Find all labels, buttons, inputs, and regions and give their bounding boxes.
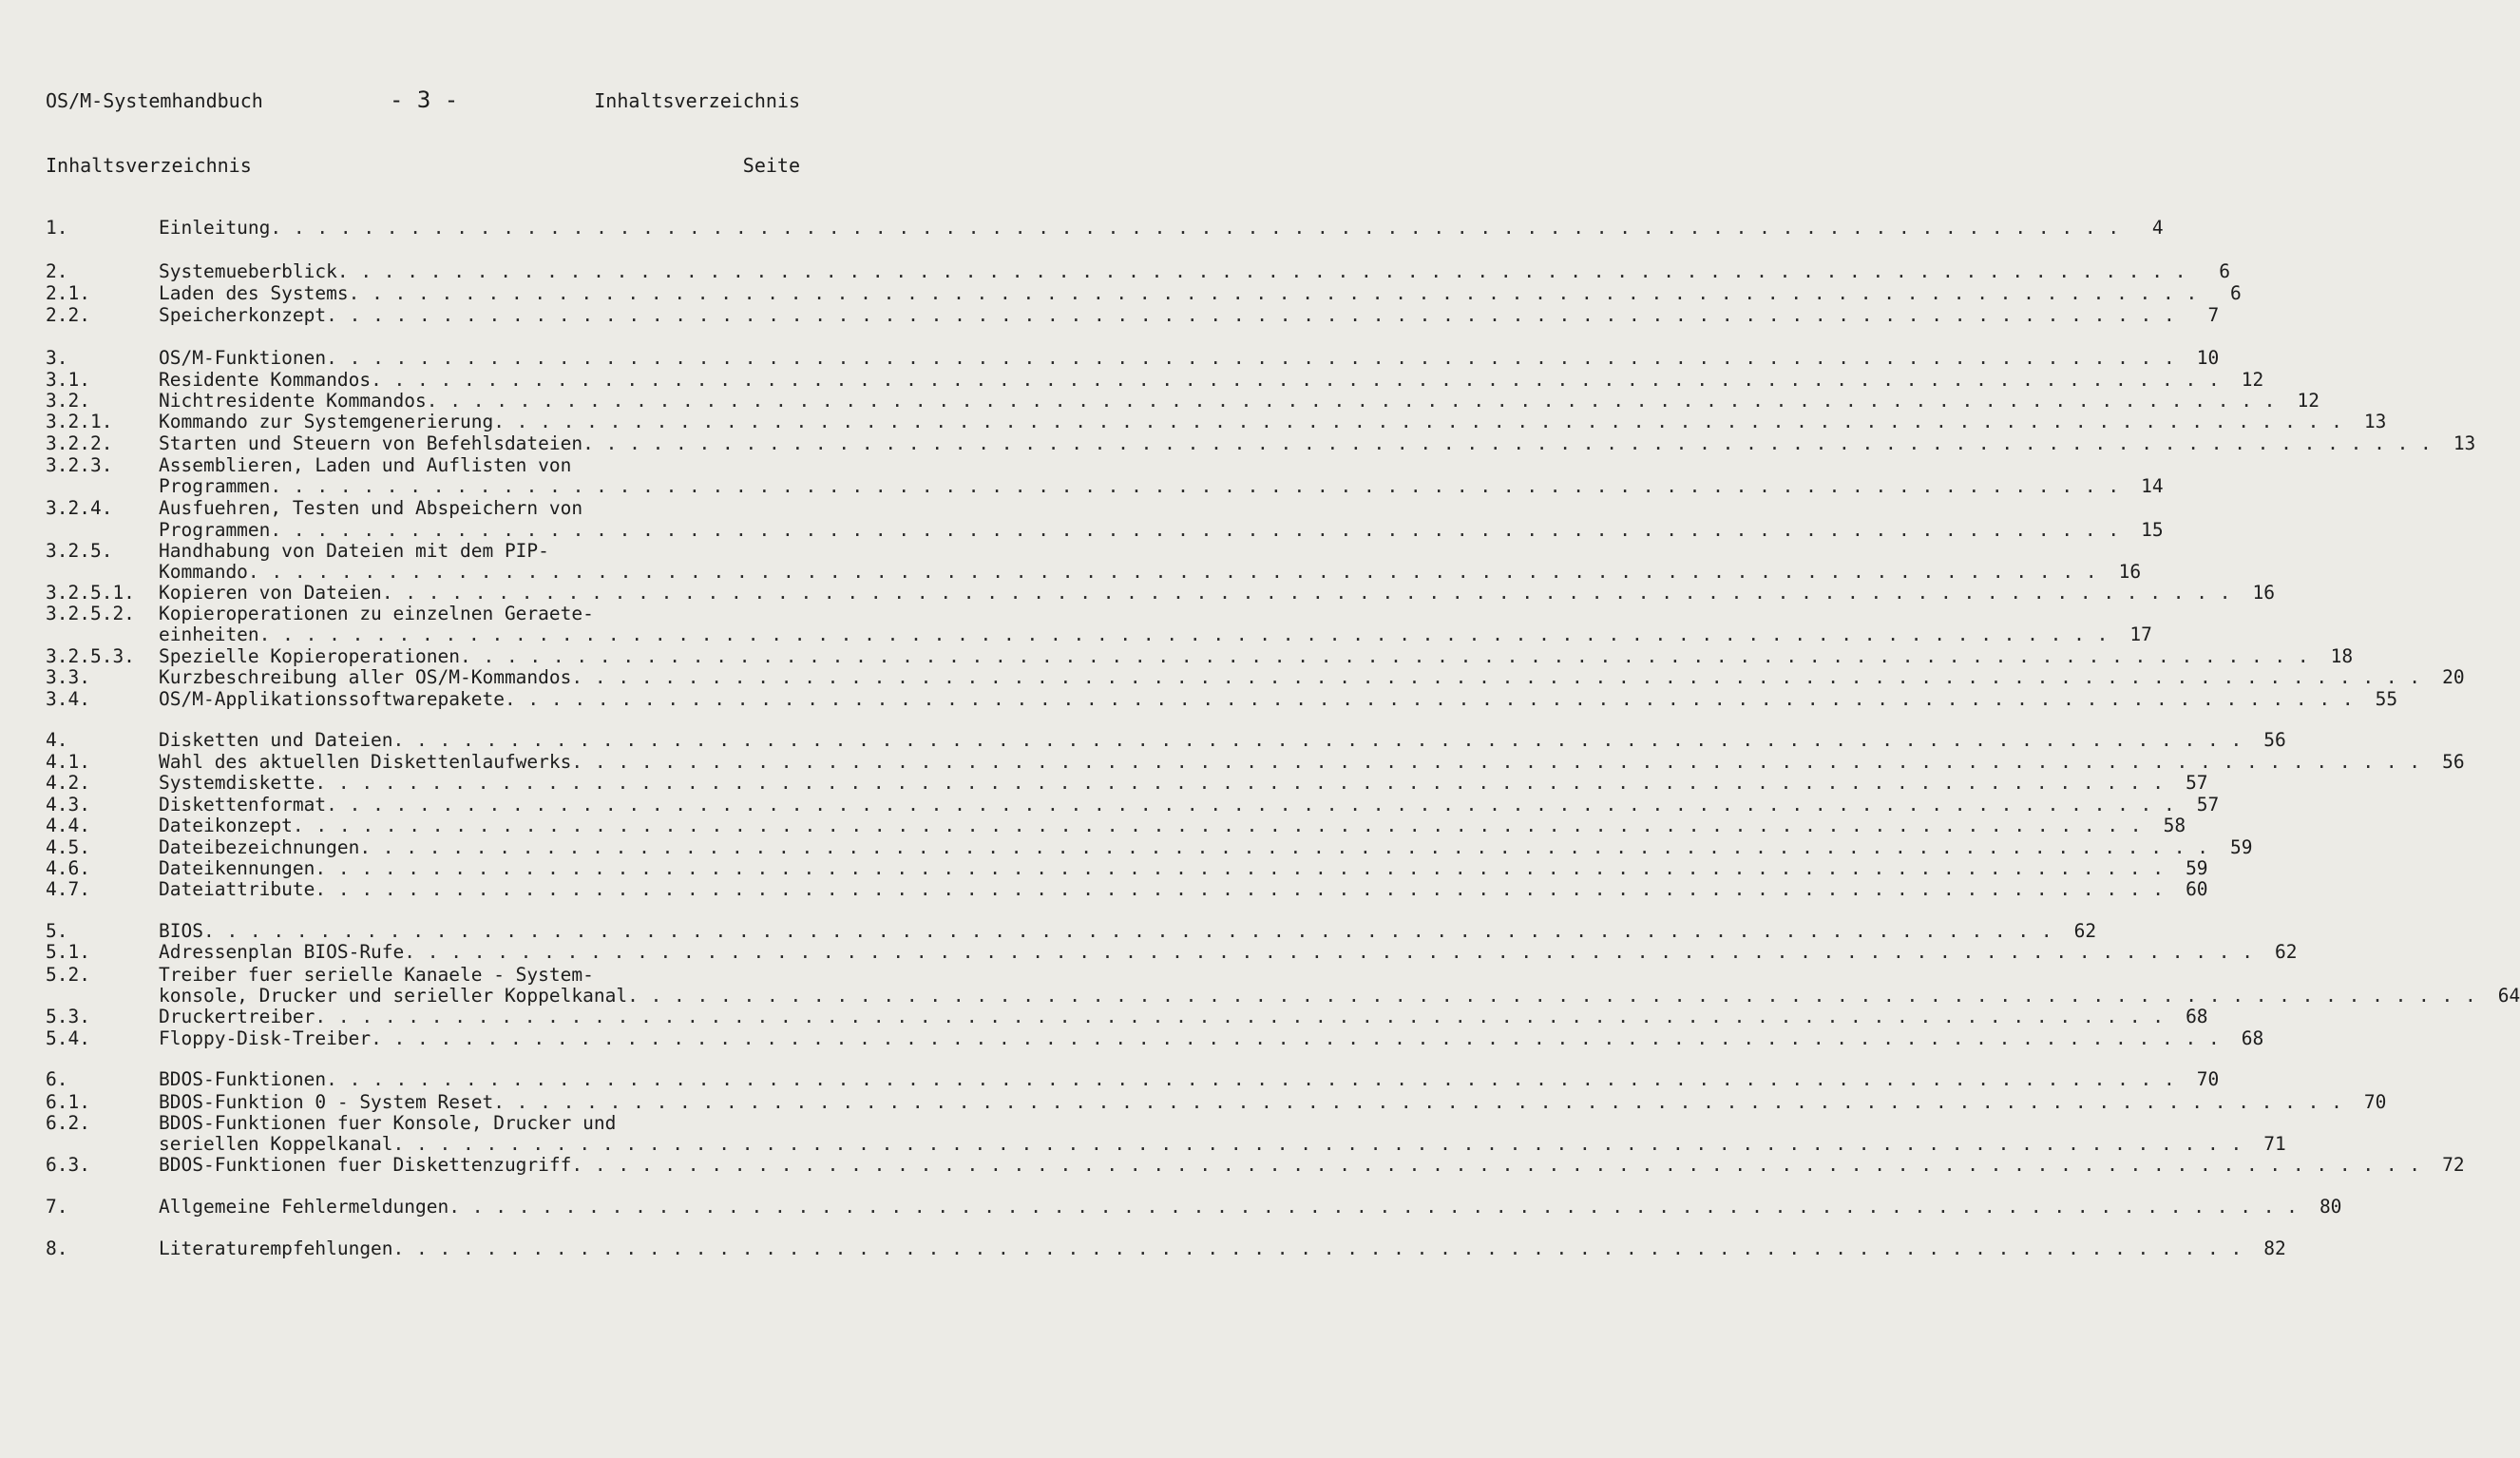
- toc-entry-page: 15: [2141, 519, 2164, 541]
- toc-entry-page: 56: [2263, 729, 2286, 751]
- toc-entry: [46, 623, 2152, 646]
- toc-entry: [46, 217, 2164, 240]
- toc-entry-body: [159, 729, 2286, 752]
- toc-entry: [46, 1091, 2387, 1114]
- toc-entry: [46, 1196, 2342, 1218]
- toc-entry-number: 4.6.: [46, 857, 90, 879]
- toc-entry: [46, 1112, 800, 1135]
- toc-dot-leader: . . . . . . . . . . . . . . . . . . . . . . . . . . . . . . . . . . . . . . . . . . . . . . . . . . . . . . . . . . . . . . . . . . . . . . . . . . . . . . . .: [270, 475, 2120, 497]
- toc-entry: [46, 454, 800, 477]
- toc-entry-number: 3.2.: [46, 390, 90, 412]
- toc-entry-number: 3.2.5.2.: [46, 603, 135, 624]
- toc-entry-title: Assemblieren, Laden und Auflisten von: [159, 454, 572, 476]
- toc-entry-page: 57: [2196, 794, 2220, 815]
- toc-entry: [46, 561, 2142, 584]
- toc-entry-number: 2.2.: [46, 304, 90, 326]
- toc-entry: [46, 304, 2220, 327]
- toc-title: Inhaltsverzeichnis: [46, 154, 252, 177]
- toc-entry-number: 3.1.: [46, 369, 90, 391]
- toc-entry: [46, 815, 2186, 837]
- toc-entry-body: [159, 878, 2208, 901]
- toc-dot-leader: . . . . . . . . . . . . . . . . . . . . . . . . . . . . . . . . . . . . . . . . . . . . . . . . . . . . . . . . . . . . . . . . . . . . . . . . . . . . . . . .: [315, 1006, 2165, 1027]
- toc-entry-page: 64: [2497, 985, 2520, 1007]
- toc-entry-number: 5.2.: [46, 964, 90, 986]
- toc-entry-number: 3.2.5.1.: [46, 582, 135, 604]
- toc-dot-leader: . . . . . . . . . . . . . . . . . . . . . . . . . . . . . . . . . . . . . . . . . . . . . . . . . . . . . . . . . . . . . . . . . . . . . . . . . . . . . . . .: [270, 519, 2120, 541]
- toc-entry-page: 70: [2196, 1068, 2220, 1090]
- toc-dot-leader: . . . . . . . . . . . . . . . . . . . . . . . . . . . . . . . . . . . . . . . . . . . . . . . . . . . . . . . . . . . . . . . . . . . . . . . . . . . . . . . .: [404, 941, 2254, 963]
- toc-entry-body: [159, 582, 2275, 604]
- toc-entry-page: 12: [2241, 369, 2264, 391]
- toc-entry: [46, 603, 800, 625]
- toc-entry-number: 4.5.: [46, 836, 90, 858]
- toc-entry-page: 59: [2230, 836, 2253, 858]
- toc-entry-page: 14: [2141, 475, 2164, 497]
- toc-entry-page: 68: [2186, 1006, 2208, 1027]
- toc-entry-body: [159, 390, 2320, 412]
- toc-entry-page: 13: [2363, 411, 2387, 432]
- toc-entry-title: Kurzbeschreibung aller OS/M-Kommandos: [159, 666, 572, 688]
- toc-entry: [46, 688, 2398, 711]
- toc-dot-leader: . . . . . . . . . . . . . . . . . . . . . . . . . . . . . . . . . . . . . . . . . . . . . . . . . . . . . . . . . . . . . . . . . . . . . . . . . . . . . . . .: [348, 282, 2198, 304]
- toc-entry-body: [159, 282, 2242, 305]
- toc-dot-leader: . . . . . . . . . . . . . . . . . . . . . . . . . . . . . . . . . . . . . . . . . . . . . . . . . . . . . . . . . . . . . . . . . . . . . . . . . . . . . . . .: [392, 1133, 2243, 1155]
- toc-entry-page: 62: [2274, 941, 2298, 963]
- toc-entry: [46, 985, 2520, 1007]
- toc-entry-page: 20: [2442, 666, 2465, 688]
- toc-entry-number: 3.2.1.: [46, 411, 113, 432]
- toc-entry: [46, 540, 800, 563]
- toc-entry-page: 70: [2363, 1091, 2387, 1113]
- toc-entry-page: 18: [2330, 645, 2354, 667]
- toc-dot-leader: . . . . . . . . . . . . . . . . . . . . . . . . . . . . . . . . . . . . . . . . . . . . . . . . . . . . . . . . . . . . . . . . . . . . . . . . . . . . . . . .: [326, 1068, 2176, 1090]
- toc-entry-page: 16: [2252, 582, 2275, 604]
- toc-entry-page: 16: [2118, 561, 2142, 583]
- toc-entry-body: [159, 645, 2354, 668]
- toc-dot-leader: . . . . . . . . . . . . . . . . . . . . . . . . . . . . . . . . . . . . . . . . . . . . . . . . . . . . . . . . . . . . . . . . . . . . . . . . . . . . . . . .: [359, 836, 2209, 858]
- page-header: [46, 86, 800, 114]
- toc-entry: [46, 519, 2164, 542]
- toc-entry: [46, 836, 2253, 859]
- toc-entry-title: Dateikennungen: [159, 857, 315, 879]
- toc-entry-title: BDOS-Funktion 0 - System Reset: [159, 1091, 494, 1113]
- toc-entry-page: 56: [2442, 751, 2465, 773]
- toc-entry-body: [159, 985, 2520, 1007]
- toc-dot-leader: . . . . . . . . . . . . . . . . . . . . . . . . . . . . . . . . . . . . . . . . . . . . . . . . . . . . . . . . . . . . . . . . . . . . . . . . . . . . . . . .: [627, 985, 2477, 1007]
- toc-dot-leader: . . . . . . . . . . . . . . . . . . . . . . . . . . . . . . . . . . . . . . . . . . . . . . . . . . . . . . . . . . . . . . . . . . . . . . . . . . . . . . . .: [371, 1027, 2221, 1049]
- toc-entry: [46, 432, 2476, 455]
- toc-entry-body: [159, 369, 2264, 392]
- toc-dot-leader: . . . . . . . . . . . . . . . . . . . . . . . . . . . . . . . . . . . . . . . . . . . . . . . . . . . . . . . . . . . . . . . . . . . . . . . . . . . . . . . .: [270, 217, 2120, 239]
- toc-entry-page: 6: [2230, 282, 2242, 304]
- toc-entry-number: 6.3.: [46, 1154, 90, 1176]
- toc-entry-body: [159, 815, 2186, 837]
- toc-dot-leader: . . . . . . . . . . . . . . . . . . . . . . . . . . . . . . . . . . . . . . . . . . . . . . . . . . . . . . . . . . . . . . . . . . . . . . . . . . . . . . . .: [315, 772, 2165, 794]
- toc-dot-leader: . . . . . . . . . . . . . . . . . . . . . . . . . . . . . . . . . . . . . . . . . . . . . . . . . . . . . . . . . . . . . . . . . . . . . . . . . . . . . . . .: [571, 666, 2421, 688]
- toc-dot-leader: . . . . . . . . . . . . . . . . . . . . . . . . . . . . . . . . . . . . . . . . . . . . . . . . . . . . . . . . . . . . . . . . . . . . . . . . . . . . . . . .: [336, 260, 2187, 282]
- toc-dot-leader: . . . . . . . . . . . . . . . . . . . . . . . . . . . . . . . . . . . . . . . . . . . . . . . . . . . . . . . . . . . . . . . . . . . . . . . . . . . . . . . .: [504, 688, 2355, 710]
- toc-entry-title: BDOS-Funktionen fuer Konsole, Drucker und: [159, 1112, 617, 1134]
- toc-entry-title: seriellen Koppelkanal: [159, 1133, 393, 1155]
- toc-entry-number: 5.1.: [46, 941, 90, 963]
- toc-entry-title: Einleitung: [159, 217, 271, 239]
- toc-entry-number: 4.: [46, 729, 68, 751]
- toc-entry-page: 71: [2263, 1133, 2286, 1155]
- toc-entry-body: [159, 260, 2231, 283]
- toc-dot-leader: . . . . . . . . . . . . . . . . . . . . . . . . . . . . . . . . . . . . . . . . . . . . . . . . . . . . . . . . . . . . . . . . . . . . . . . . . . . . . . . .: [258, 623, 2109, 645]
- toc-entry-number: 2.: [46, 260, 68, 282]
- toc-entry-title: Systemdiskette: [159, 772, 315, 794]
- toc-dot-leader: . . . . . . . . . . . . . . . . . . . . . . . . . . . . . . . . . . . . . . . . . . . . . . . . . . . . . . . . . . . . . . . . . . . . . . . . . . . . . . . .: [326, 347, 2176, 369]
- toc-entry: [46, 964, 800, 987]
- toc-entry-number: 5.4.: [46, 1027, 90, 1049]
- toc-entry-page: 80: [2319, 1196, 2342, 1218]
- toc-entry-body: [159, 1154, 2465, 1177]
- toc-entry-title: BDOS-Funktionen fuer Diskettenzugriff: [159, 1154, 572, 1176]
- toc-entry-number: 2.1.: [46, 282, 90, 304]
- toc-entry: [46, 645, 2354, 668]
- toc-entry-title: Dateiattribute: [159, 878, 315, 900]
- toc-entry-body: [159, 347, 2220, 370]
- toc-entry-title: Treiber fuer serielle Kanaele - System-: [159, 964, 594, 986]
- toc-entry-body: [159, 540, 800, 563]
- toc-entry-body: [159, 794, 2220, 816]
- toc-entry: [46, 751, 2465, 774]
- toc-entry-page: 60: [2186, 878, 2208, 900]
- toc-entry-page: 10: [2196, 347, 2220, 369]
- toc-entry-body: [159, 964, 800, 987]
- toc-entry-title: Kopieren von Dateien: [159, 582, 382, 604]
- toc-entry-body: [159, 920, 2097, 943]
- toc-entry-title: Wahl des aktuellen Diskettenlaufwerks: [159, 751, 572, 773]
- toc-entry-body: [159, 666, 2465, 689]
- toc-entry-body: [159, 836, 2253, 859]
- toc-dot-leader: . . . . . . . . . . . . . . . . . . . . . . . . . . . . . . . . . . . . . . . . . . . . . . . . . . . . . . . . . . . . . . . . . . . . . . . . . . . . . . . .: [459, 645, 2310, 667]
- toc-entry-title: OS/M-Funktionen: [159, 347, 327, 369]
- toc-entry-body: [159, 688, 2398, 711]
- toc-dot-leader: . . . . . . . . . . . . . . . . . . . . . . . . . . . . . . . . . . . . . . . . . . . . . . . . . . . . . . . . . . . . . . . . . . . . . . . . . . . . . . . .: [493, 1091, 2343, 1113]
- toc-entry-title: Kommando: [159, 561, 248, 583]
- toc-entry: [46, 1027, 2264, 1050]
- toc-dot-leader: . . . . . . . . . . . . . . . . . . . . . . . . . . . . . . . . . . . . . . . . . . . . . . . . . . . . . . . . . . . . . . . . . . . . . . . . . . . . . . . .: [582, 432, 2433, 454]
- toc-entry-title: BIOS: [159, 920, 203, 942]
- toc-entry-number: 8.: [46, 1237, 68, 1259]
- toc-entry: [46, 260, 2231, 283]
- toc-entry-title: Programmen: [159, 519, 271, 541]
- toc-entry-title: konsole, Drucker und serieller Koppelkanal: [159, 985, 628, 1007]
- toc-entry-page: 55: [2375, 688, 2398, 710]
- toc-entry-body: [159, 519, 2164, 542]
- toc-entry-title: Programmen: [159, 475, 271, 497]
- toc-entry-body: [159, 1091, 2387, 1114]
- toc-dot-leader: . . . . . . . . . . . . . . . . . . . . . . . . . . . . . . . . . . . . . . . . . . . . . . . . . . . . . . . . . . . . . . . . . . . . . . . . . . . . . . . .: [371, 369, 2221, 391]
- toc-entry-number: 4.4.: [46, 815, 90, 836]
- toc-entry-title: Literaturempfehlungen: [159, 1237, 393, 1259]
- toc-entry: [46, 772, 2208, 795]
- toc-entry: [46, 729, 2286, 752]
- toc-dot-leader: . . . . . . . . . . . . . . . . . . . . . . . . . . . . . . . . . . . . . . . . . . . . . . . . . . . . . . . . . . . . . . . . . . . . . . . . . . . . . . . .: [426, 390, 2276, 412]
- toc-entry-body: [159, 857, 2208, 880]
- toc-dot-leader: . . . . . . . . . . . . . . . . . . . . . . . . . . . . . . . . . . . . . . . . . . . . . . . . . . . . . . . . . . . . . . . . . . . . . . . . . . . . . . . .: [326, 794, 2176, 815]
- toc-entry-page: 72: [2442, 1154, 2465, 1176]
- toc-entry-page: 59: [2186, 857, 2208, 879]
- toc-entry-body: [159, 1068, 2220, 1091]
- toc-entry-body: [159, 475, 2164, 498]
- toc-entry: [46, 1154, 2465, 1177]
- toc-entry-body: [159, 941, 2298, 964]
- toc-entry-title: Adressenplan BIOS-Rufe: [159, 941, 405, 963]
- toc-dot-leader: . . . . . . . . . . . . . . . . . . . . . . . . . . . . . . . . . . . . . . . . . . . . . . . . . . . . . . . . . . . . . . . . . . . . . . . . . . . . . . . .: [315, 857, 2165, 879]
- toc-dot-leader: . . . . . . . . . . . . . . . . . . . . . . . . . . . . . . . . . . . . . . . . . . . . . . . . . . . . . . . . . . . . . . . . . . . . . . . . . . . . . . . .: [202, 920, 2053, 942]
- toc-dot-leader: . . . . . . . . . . . . . . . . . . . . . . . . . . . . . . . . . . . . . . . . . . . . . . . . . . . . . . . . . . . . . . . . . . . . . . . . . . . . . . . .: [449, 1196, 2299, 1218]
- toc-entry: [46, 582, 2275, 604]
- toc-entry-body: [159, 1112, 800, 1135]
- toc-entry-number: 4.7.: [46, 878, 90, 900]
- toc-entry-title: Diskettenformat: [159, 794, 327, 815]
- toc-entry-number: 3.: [46, 347, 68, 369]
- toc-entry-number: 5.3.: [46, 1006, 90, 1027]
- toc-entry: [46, 1006, 2208, 1028]
- toc-entry-page: 68: [2241, 1027, 2264, 1049]
- toc-entry-body: [159, 623, 2152, 646]
- header-document-title: OS/M-Systemhandbuch: [46, 89, 263, 112]
- toc-dot-leader: . . . . . . . . . . . . . . . . . . . . . . . . . . . . . . . . . . . . . . . . . . . . . . . . . . . . . . . . . . . . . . . . . . . . . . . . . . . . . . . .: [292, 815, 2143, 836]
- toc-entry: [46, 1068, 2220, 1091]
- toc-entry-title: Allgemeine Fehlermeldungen: [159, 1196, 449, 1218]
- toc-entry-body: [159, 217, 2164, 240]
- toc-page-column-label: Seite: [742, 154, 800, 177]
- toc-entry-page: 6: [2219, 260, 2231, 282]
- toc-entry-title: einheiten: [159, 623, 259, 645]
- toc-entry-title: Kopieroperationen zu einzelnen Geraete-: [159, 603, 594, 624]
- toc-entry-body: [159, 1006, 2208, 1028]
- toc-entry-page: 58: [2163, 815, 2186, 836]
- toc-entry: [46, 941, 2298, 964]
- toc-entry-body: [159, 561, 2142, 584]
- toc-entry-title: Kommando zur Systemgenerierung: [159, 411, 494, 432]
- toc-heading-row: [46, 154, 800, 179]
- toc-entry-body: [159, 497, 800, 520]
- toc-entry-page: 12: [2297, 390, 2320, 412]
- toc-entry: [46, 347, 2220, 370]
- toc-dot-leader: . . . . . . . . . . . . . . . . . . . . . . . . . . . . . . . . . . . . . . . . . . . . . . . . . . . . . . . . . . . . . . . . . . . . . . . . . . . . . . . .: [392, 729, 2243, 751]
- toc-entry: [46, 878, 2208, 901]
- toc-dot-leader: . . . . . . . . . . . . . . . . . . . . . . . . . . . . . . . . . . . . . . . . . . . . . . . . . . . . . . . . . . . . . . . . . . . . . . . . . . . . . . . .: [381, 582, 2231, 604]
- toc-entry-number: 4.2.: [46, 772, 90, 794]
- toc-entry-page: 82: [2263, 1237, 2286, 1259]
- toc-entry-number: 5.: [46, 920, 68, 942]
- toc-entry-body: [159, 772, 2208, 795]
- toc-dot-leader: . . . . . . . . . . . . . . . . . . . . . . . . . . . . . . . . . . . . . . . . . . . . . . . . . . . . . . . . . . . . . . . . . . . . . . . . . . . . . . . .: [571, 751, 2421, 773]
- toc-entry-body: [159, 1196, 2342, 1218]
- toc-entry-number: 6.1.: [46, 1091, 90, 1113]
- header-section-title: Inhaltsverzeichnis: [594, 89, 800, 112]
- toc-entry: [46, 857, 2208, 880]
- toc-entry-number: 3.4.: [46, 688, 90, 710]
- toc-entry: [46, 794, 2220, 816]
- toc-entry-number: 3.2.4.: [46, 497, 113, 519]
- toc-entry-title: OS/M-Applikationssoftwarepakete: [159, 688, 505, 710]
- toc-entry: [46, 282, 2242, 305]
- toc-entry-number: 3.2.5.3.: [46, 645, 135, 667]
- toc-entry-body: [159, 454, 800, 477]
- toc-entry-body: [159, 432, 2476, 455]
- toc-dot-leader: . . . . . . . . . . . . . . . . . . . . . . . . . . . . . . . . . . . . . . . . . . . . . . . . . . . . . . . . . . . . . . . . . . . . . . . . . . . . . . . .: [247, 561, 2098, 583]
- toc-entry-page: 57: [2186, 772, 2208, 794]
- toc-entry-title: Systemueberblick: [159, 260, 337, 282]
- toc-entry: [46, 390, 2320, 412]
- toc-entry-title: Starten und Steuern von Befehlsdateien: [159, 432, 583, 454]
- toc-entry-number: 3.3.: [46, 666, 90, 688]
- toc-entry-body: [159, 751, 2465, 774]
- toc-entry-page: 13: [2453, 432, 2476, 454]
- toc-entry-body: [159, 411, 2387, 433]
- toc-entry-number: 3.2.2.: [46, 432, 113, 454]
- toc-entry-title: Spezielle Kopieroperationen: [159, 645, 460, 667]
- toc-entry-title: Speicherkonzept: [159, 304, 327, 326]
- toc-dot-leader: . . . . . . . . . . . . . . . . . . . . . . . . . . . . . . . . . . . . . . . . . . . . . . . . . . . . . . . . . . . . . . . . . . . . . . . . . . . . . . . .: [392, 1237, 2243, 1259]
- toc-entry: [46, 411, 2387, 433]
- toc-entry-title: Laden des Systems: [159, 282, 349, 304]
- toc-entry-number: 7.: [46, 1196, 68, 1218]
- toc-entry-title: Residente Kommandos: [159, 369, 372, 391]
- toc-entry-number: 4.1.: [46, 751, 90, 773]
- toc-entry-body: [159, 603, 800, 625]
- toc-entry: [46, 497, 800, 520]
- toc-entry-title: Dateibezeichnungen: [159, 836, 360, 858]
- toc-entry-number: 6.: [46, 1068, 68, 1090]
- toc-dot-leader: . . . . . . . . . . . . . . . . . . . . . . . . . . . . . . . . . . . . . . . . . . . . . . . . . . . . . . . . . . . . . . . . . . . . . . . . . . . . . . . .: [571, 1154, 2421, 1176]
- toc-entry-page: 17: [2129, 623, 2152, 645]
- toc-entry-body: [159, 1027, 2264, 1050]
- toc-entry-body: [159, 1237, 2286, 1260]
- toc-dot-leader: . . . . . . . . . . . . . . . . . . . . . . . . . . . . . . . . . . . . . . . . . . . . . . . . . . . . . . . . . . . . . . . . . . . . . . . . . . . . . . . .: [315, 878, 2165, 900]
- toc-entry: [46, 920, 2097, 943]
- toc-entry-title: Floppy-Disk-Treiber: [159, 1027, 372, 1049]
- toc-entry-title: Handhabung von Dateien mit dem PIP-: [159, 540, 549, 562]
- toc-entry: [46, 666, 2465, 689]
- toc-entry-title: Ausfuehren, Testen und Abspeichern von: [159, 497, 583, 519]
- toc-entry-number: 1.: [46, 217, 68, 239]
- toc-entry: [46, 475, 2164, 498]
- toc-entry-title: Dateikonzept: [159, 815, 293, 836]
- toc-dot-leader: . . . . . . . . . . . . . . . . . . . . . . . . . . . . . . . . . . . . . . . . . . . . . . . . . . . . . . . . . . . . . . . . . . . . . . . . . . . . . . . .: [493, 411, 2343, 432]
- toc-entry: [46, 1237, 2286, 1260]
- toc-entry-body: [159, 304, 2220, 327]
- toc-entry-title: Druckertreiber: [159, 1006, 315, 1027]
- toc-entry-number: 3.2.5.: [46, 540, 113, 562]
- toc-entry-page: 4: [2151, 217, 2164, 239]
- toc-entry-title: BDOS-Funktionen: [159, 1068, 327, 1090]
- toc-entry-page: 62: [2073, 920, 2097, 942]
- toc-entry: [46, 1133, 2286, 1156]
- toc-entry-title: Disketten und Dateien: [159, 729, 393, 751]
- toc-entry-number: 6.2.: [46, 1112, 90, 1134]
- toc-entry-body: [159, 1133, 2286, 1156]
- toc-entry-number: 3.2.3.: [46, 454, 113, 476]
- toc-entry-number: 4.3.: [46, 794, 90, 815]
- toc-entry-title: Nichtresidente Kommandos: [159, 390, 427, 412]
- toc-dot-leader: . . . . . . . . . . . . . . . . . . . . . . . . . . . . . . . . . . . . . . . . . . . . . . . . . . . . . . . . . . . . . . . . . . . . . . . . . . . . . . . .: [326, 304, 2176, 326]
- toc-entry: [46, 369, 2264, 392]
- toc-entry-page: 7: [2207, 304, 2220, 326]
- header-page-number: - 3 -: [390, 86, 459, 113]
